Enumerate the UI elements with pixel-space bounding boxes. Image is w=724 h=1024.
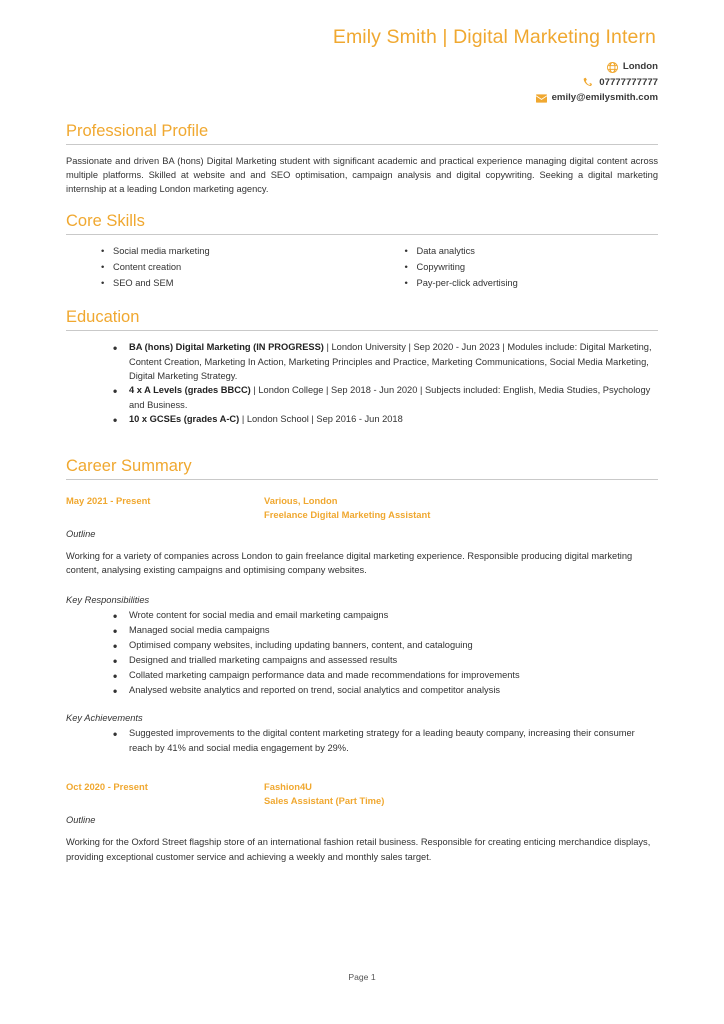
envelope-icon xyxy=(536,93,547,104)
globe-icon xyxy=(607,62,618,73)
section-divider xyxy=(66,330,658,331)
section-career-summary xyxy=(66,457,658,864)
list-item: • Collated marketing campaign performance data and made recommendations for improvements xyxy=(113,668,658,683)
list-item: • Content creation xyxy=(101,260,380,276)
list-item: • Analysed website analytics and reported on trend, social analytics and competitor analysis xyxy=(113,683,658,698)
list-item: • SEO and SEM xyxy=(101,276,380,292)
job-company: Various, London xyxy=(264,494,338,506)
page-number: Page 1 xyxy=(348,972,376,982)
job-entry xyxy=(66,494,658,756)
section-title-skills: Core Skills xyxy=(66,212,145,231)
job-company: Fashion4U xyxy=(264,781,312,793)
page-title: Emily Smith | Digital Marketing Intern xyxy=(332,26,656,48)
job-outline-label: Outline xyxy=(66,815,96,826)
job-entry xyxy=(66,780,658,864)
section-core-skills xyxy=(66,212,658,292)
page-footer xyxy=(0,972,724,982)
section-professional-profile xyxy=(66,122,658,196)
education-list xyxy=(66,340,658,426)
education-detail: | London University | Sep 2020 - Jun 2023 | Modules include: Digital Marketing, Content Creation, Marketing In Action, Marketing Principles and Practice, Marketing Communications, Social Media Marketing, Digital Marketing Strategy. xyxy=(129,342,652,382)
list-item: • Managed social media campaigns xyxy=(113,623,658,638)
list-item: • Wrote content for social media and email marketing campaigns xyxy=(113,608,658,623)
job-header-row xyxy=(66,780,658,808)
section-title-profile: Professional Profile xyxy=(66,121,209,140)
job-achievements-list xyxy=(66,726,658,756)
section-education xyxy=(66,308,658,426)
job-outline-text: Working for the Oxford Street flagship store of an international fashion retail business. Responsible for creating enticing merchandice displays, providing exceptional customer service and achieving a weekly and monthly sales target. xyxy=(66,837,651,862)
skills-column-right xyxy=(380,244,659,292)
skills-column-left xyxy=(101,244,380,292)
education-qualification: BA (hons) Digital Marketing (IN PROGRESS) xyxy=(129,342,324,353)
job-role: Freelance Digital Marketing Assistant xyxy=(264,508,431,520)
section-title-education: Education xyxy=(66,308,140,327)
skills-columns xyxy=(66,244,658,292)
job-dates: Oct 2020 - Present xyxy=(66,781,148,793)
contact-phone-value: 07777777777 xyxy=(599,76,658,88)
list-item xyxy=(113,340,658,383)
list-item: • Social media marketing xyxy=(101,244,380,260)
job-achievements-label: Key Achievements xyxy=(66,712,143,723)
list-item xyxy=(113,383,658,412)
section-divider xyxy=(66,234,658,235)
contact-block xyxy=(66,59,658,106)
job-header-row xyxy=(66,494,658,522)
contact-location xyxy=(66,59,658,75)
job-outline-label: Outline xyxy=(66,528,96,539)
list-item: • Suggested improvements to the digital content marketing strategy for a leading beauty company, increasing their consumer reach by 41% and social media engagement by 29%. xyxy=(113,726,658,756)
contact-email xyxy=(66,90,658,106)
job-responsibilities-label: Key Responsibilities xyxy=(66,594,150,605)
job-outline-text: Working for a variety of companies across London to gain freelance digital marketing experience. Responsible producing digital marketing content, analysing existing campaigns and optimising company websites. xyxy=(66,550,633,576)
contact-location-value: London xyxy=(622,61,658,73)
section-divider xyxy=(66,144,658,145)
job-dates: May 2021 - Present xyxy=(66,494,151,506)
education-detail: | London School | Sep 2016 - Jun 2018 xyxy=(239,414,403,425)
list-item: • Pay-per-click advertising xyxy=(405,276,659,292)
job-company-role xyxy=(264,780,384,808)
phone-icon xyxy=(583,77,594,88)
job-spacer xyxy=(66,756,658,778)
section-divider xyxy=(66,479,658,480)
list-item: • Optimised company websites, including updating banners, content, and cataloguing xyxy=(113,638,658,653)
education-qualification: 10 x GCSEs (grades A-C) xyxy=(129,414,240,425)
job-responsibilities-list xyxy=(66,608,658,698)
section-title-career: Career Summary xyxy=(66,456,192,475)
job-company-role xyxy=(264,494,430,522)
contact-email-value: emily@emilysmith.com xyxy=(551,92,658,104)
list-item: • Copywriting xyxy=(405,260,659,276)
list-item xyxy=(113,412,658,426)
list-item: • Data analytics xyxy=(405,244,659,260)
list-item: • Designed and trialled marketing campaigns and assessed results xyxy=(113,653,658,668)
education-detail: | London College | Sep 2018 - Jun 2020 | Subjects included: English, Media Studies, Psychology and Business. xyxy=(129,385,651,410)
profile-text: Passionate and driven BA (hons) Digital Marketing student with significant academic and practical experience managing digital content across multiple platforms. Skilled at website and and SEO optimisation, campaign analysis and digital copywriting. Seeking a digital marketing internship at a leading London marketing agency. xyxy=(66,155,658,195)
cv-header xyxy=(66,0,658,106)
education-qualification: 4 x A Levels (grades BBCC) xyxy=(129,385,251,396)
job-role: Sales Assistant (Part Time) xyxy=(264,795,385,807)
contact-phone xyxy=(66,75,658,91)
